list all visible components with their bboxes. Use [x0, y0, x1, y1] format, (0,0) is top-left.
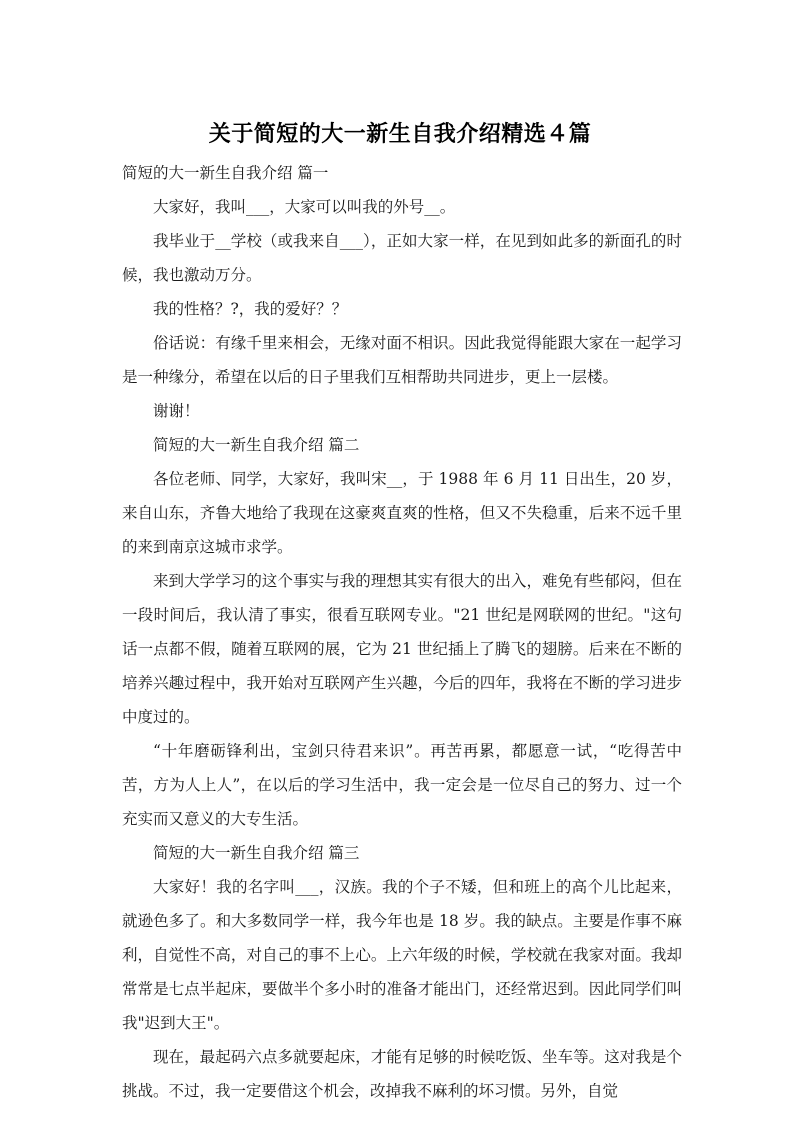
- paragraph: 来到大学学习的这个事实与我的理想其实有很大的出入，难免有些郁闷，但在一段时间后，我认清了事实，很看互联网专业。"21 世纪是网联网的世纪。"这句话一点都不假，随着互联网的展，它为 21 世纪插上了腾飞的翅膀。后来在不断的培养兴趣过程中，我开始对互联网产生兴趣，今后的四年，我将在不断的学习进步中度过的。: [122, 572, 682, 726]
- paragraph: 大家好！我的名字叫___，汉族。我的个子不矮，但和班上的高个儿比起来，就逊色多了。和大多数同学一样，我今年也是 18 岁。我的缺点。主要是作事不麻利，自觉性不高，对自己的事不上心。上六年级的时候，学校就在我家对面。我却常常是七点半起床，要做半个多小时的准备才能出门，还经常迟到。因此同学们叫我"迟到大王"。: [122, 878, 682, 1032]
- paragraph: 我毕业于__学校（或我来自___），正如大家一样，在见到如此多的新面孔的时候，我也激动万分。: [122, 232, 682, 284]
- paragraph: 现在，最起码六点多就要起床，才能有足够的时候吃饭、坐车等。这对我是个挑战。不过，我一定要借这个机会，改掉我不麻利的坏习惯。另外，自觉: [122, 1048, 682, 1100]
- section-heading-3: 简短的大一新生自我介绍 篇三: [153, 844, 360, 862]
- paragraph: “十年磨砺锋利出，宝剑只待君来识”。再苦再累，都愿意一试，“吃得苦中苦，方为人上人”，在以后的学习生活中，我一定会是一位尽自己的努力、过一个充实而又意义的大专生活。: [122, 742, 682, 828]
- paragraph: 各位老师、同学，大家好，我叫宋__，于 1988 年 6 月 11 日出生，20 岁，来自山东，齐鲁大地给了我现在这豪爽直爽的性格，但又不失稳重，后来不远千里的来到南京这城市求学。: [122, 470, 682, 556]
- paragraph: 大家好，我叫___，大家可以叫我的外号__。: [153, 198, 456, 216]
- document-title: 关于简短的大一新生自我介绍精选４篇: [208, 122, 592, 147]
- paragraph: 谢谢！: [153, 402, 200, 420]
- paragraph: 俗话说：有缘千里来相会，无缘对面不相识。因此我觉得能跟大家在一起学习是一种缘分，希望在以后的日子里我们互相帮助共同进步，更上一层楼。: [122, 334, 682, 386]
- document-body: [122, 156, 682, 1108]
- section-heading-1: 简短的大一新生自我介绍 篇一: [122, 164, 329, 182]
- section-heading-2: 简短的大一新生自我介绍 篇二: [153, 436, 360, 454]
- paragraph: 我的性格？?，我的爱好？？: [153, 300, 348, 318]
